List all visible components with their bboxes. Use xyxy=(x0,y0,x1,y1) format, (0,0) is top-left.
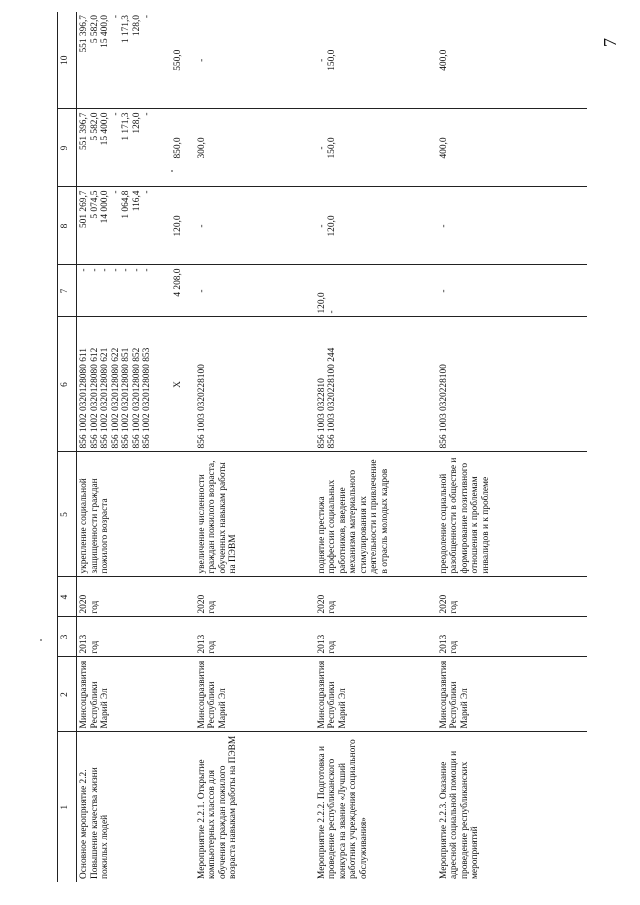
col-header-1: 1 xyxy=(58,732,77,882)
end-year-cell: 2020 год xyxy=(77,577,195,617)
amount: - xyxy=(196,224,207,228)
table-row xyxy=(315,12,437,882)
amount: - xyxy=(316,224,327,228)
amount: - xyxy=(438,224,449,228)
rotated-table-sheet xyxy=(57,12,617,882)
amount-col7-cell xyxy=(315,265,437,317)
amount-col9-cell xyxy=(195,109,315,187)
amount: 300,0 xyxy=(196,137,207,159)
budget-code-cell xyxy=(195,317,315,452)
budget-code: 856 1003 0320228100 xyxy=(196,364,207,449)
amount: - xyxy=(89,268,100,272)
amount: 14 000,0 xyxy=(100,190,111,224)
amount: - xyxy=(142,190,153,194)
column-number-row xyxy=(58,12,77,882)
col-header-6: 6 xyxy=(58,317,77,452)
budget-code: 856 1002 0320128080 621 xyxy=(100,347,111,449)
expected-result-cell: увеличение численности граждан пожилого возраста, обученных навыкам работы на ПЭВМ xyxy=(195,452,315,577)
amount: - xyxy=(438,289,449,293)
scan-speck xyxy=(40,639,42,641)
budget-code-cell xyxy=(437,317,587,452)
amount: - xyxy=(142,268,153,272)
col-header-10: 10 xyxy=(58,12,77,109)
table-row xyxy=(195,12,315,882)
amount: 1 171,3 xyxy=(121,112,132,141)
program-measures-table xyxy=(57,12,587,882)
amount: 850,0 xyxy=(172,137,183,159)
amount-col9-cell xyxy=(437,109,587,187)
executor-cell: Минсоцразвития Республики Марий Эл xyxy=(437,657,587,732)
amount: - xyxy=(316,146,327,150)
amount: - xyxy=(110,190,121,194)
end-year-cell: 2020 год xyxy=(195,577,315,617)
end-year-cell: 2020 год xyxy=(315,577,437,617)
amount: - xyxy=(79,268,89,272)
end-year-cell: 2020 год xyxy=(437,577,587,617)
amount: - xyxy=(196,289,207,293)
col-header-8: 8 xyxy=(58,187,77,265)
amount: 4 208,0 xyxy=(172,268,183,297)
budget-code-cell xyxy=(315,317,437,452)
amount-col8-cell xyxy=(195,187,315,265)
amount-col8-cell xyxy=(437,187,587,265)
executor-cell: Минсоцразвития Республики Марий Эл xyxy=(77,657,195,732)
amount: 1 171,3 xyxy=(121,15,132,44)
amount: 551 396,7 xyxy=(79,15,89,53)
amount: 501 269,7 xyxy=(79,190,89,228)
amount: 15 400,0 xyxy=(100,15,111,48)
amount: - xyxy=(196,58,207,62)
executor-cell: Минсоцразвития Республики Марий Эл xyxy=(315,657,437,732)
amount: - xyxy=(142,15,153,19)
measure-name-cell: Мероприятие 2.2.3. Оказание адресной социальной помощи и проведение республиканских мероприятий xyxy=(437,732,587,882)
amount: 128,0 xyxy=(131,112,142,134)
amount: 1 064,8 xyxy=(121,190,132,219)
table-row xyxy=(77,12,195,882)
amount-col7-cell xyxy=(437,265,587,317)
measure-name-cell: Мероприятие 2.2.1. Открытие компьютерных классов для обучения граждан пожилого возраста навыкам работы на ПЭВМ xyxy=(195,732,315,882)
amount: - xyxy=(110,268,121,272)
amount: 5 582,0 xyxy=(89,112,100,141)
amount-col7-cell xyxy=(195,265,315,317)
amount: - xyxy=(327,310,338,314)
measure-name-cell: Основное мероприятие 2.2. Повышение качества жизни пожилых людей xyxy=(77,732,195,882)
budget-code: 856 1002 0320128080 622 xyxy=(110,347,121,449)
amount-col10-cell xyxy=(77,12,195,109)
expected-result-cell: поднятие престижа профессии социальных работников, введение механизма материального стимулирования их деятельности и привлечение в отрасль молодых кадров xyxy=(315,452,437,577)
start-year-cell: 2013 год xyxy=(315,617,437,657)
executor-cell: Минсоцразвития Республики Марий Эл xyxy=(195,657,315,732)
amount: - xyxy=(110,112,121,116)
amount: 400,0 xyxy=(438,137,449,159)
start-year-cell: 2013 год xyxy=(437,617,587,657)
amount: 5 582,0 xyxy=(89,15,100,44)
col-header-9: 9 xyxy=(58,109,77,187)
start-year-cell: 2013 год xyxy=(195,617,315,657)
budget-code: 856 1002 0320128080 851 xyxy=(121,347,132,449)
amount: 150,0 xyxy=(327,49,338,71)
budget-code: 856 1003 0320228100 xyxy=(438,364,449,449)
expected-result-cell: преодоление социальной разобщенности в обществе и формирование позитивного отношения к проблемам инвалидов и к проблеме xyxy=(437,452,587,577)
col-header-7: 7 xyxy=(58,265,77,317)
amount: 551 396,7 xyxy=(79,112,89,150)
amount-col10-cell xyxy=(195,12,315,109)
expected-result-cell: укрепление социальной защищенности граждан пожилого возраста xyxy=(77,452,195,577)
measure-name-cell: Мероприятие 2.2.2. Подготовка и проведение республиканского конкурса на звание «Лучший работник учреждения социального обслуживания» xyxy=(315,732,437,882)
amount-col10-cell xyxy=(315,12,437,109)
col-header-4: 4 xyxy=(58,577,77,617)
amount-col7-cell xyxy=(77,265,195,317)
amount-col10-cell xyxy=(437,12,587,109)
budget-code: 856 1002 0320128080 853 xyxy=(142,347,153,449)
budget-code: X xyxy=(172,381,183,388)
col-header-5: 5 xyxy=(58,452,77,577)
amount: 550,0 xyxy=(172,49,183,71)
amount-col8-cell xyxy=(77,187,195,265)
start-year-cell: 2013 год xyxy=(77,617,195,657)
budget-code: 856 1002 0320128080 611 xyxy=(79,348,89,449)
budget-code: 856 1003 0322810 xyxy=(316,378,327,449)
amount: 120,0 xyxy=(327,215,338,237)
amount-col9-cell xyxy=(77,109,195,187)
amount: - xyxy=(110,15,121,19)
amount: 128,0 xyxy=(131,15,142,37)
budget-code: 856 1002 0320128080 612 xyxy=(89,347,100,449)
col-header-2: 2 xyxy=(58,657,77,732)
page-number: 7 xyxy=(600,38,620,47)
amount: - xyxy=(121,268,132,272)
amount-col8-cell xyxy=(315,187,437,265)
col-header-3: 3 xyxy=(58,617,77,657)
amount: 120,0 xyxy=(316,292,327,314)
amount-col9-cell xyxy=(315,109,437,187)
amount: - xyxy=(316,58,327,62)
amount: - xyxy=(100,268,111,272)
amount: 5 074,5 xyxy=(89,190,100,219)
budget-code: 856 1002 0320128080 852 xyxy=(131,347,142,449)
amount: 120,0 xyxy=(172,215,183,237)
amount: 15 400,0 xyxy=(100,112,111,146)
table-row xyxy=(437,12,587,882)
budget-code: 856 1003 0320228100 244 xyxy=(327,347,338,449)
amount: 400,0 xyxy=(438,49,449,71)
amount: - xyxy=(131,268,142,272)
budget-code-cell xyxy=(77,317,195,452)
amount: 116,4 xyxy=(131,190,142,212)
amount: - xyxy=(142,112,153,116)
amount: 150,0 xyxy=(327,137,338,159)
